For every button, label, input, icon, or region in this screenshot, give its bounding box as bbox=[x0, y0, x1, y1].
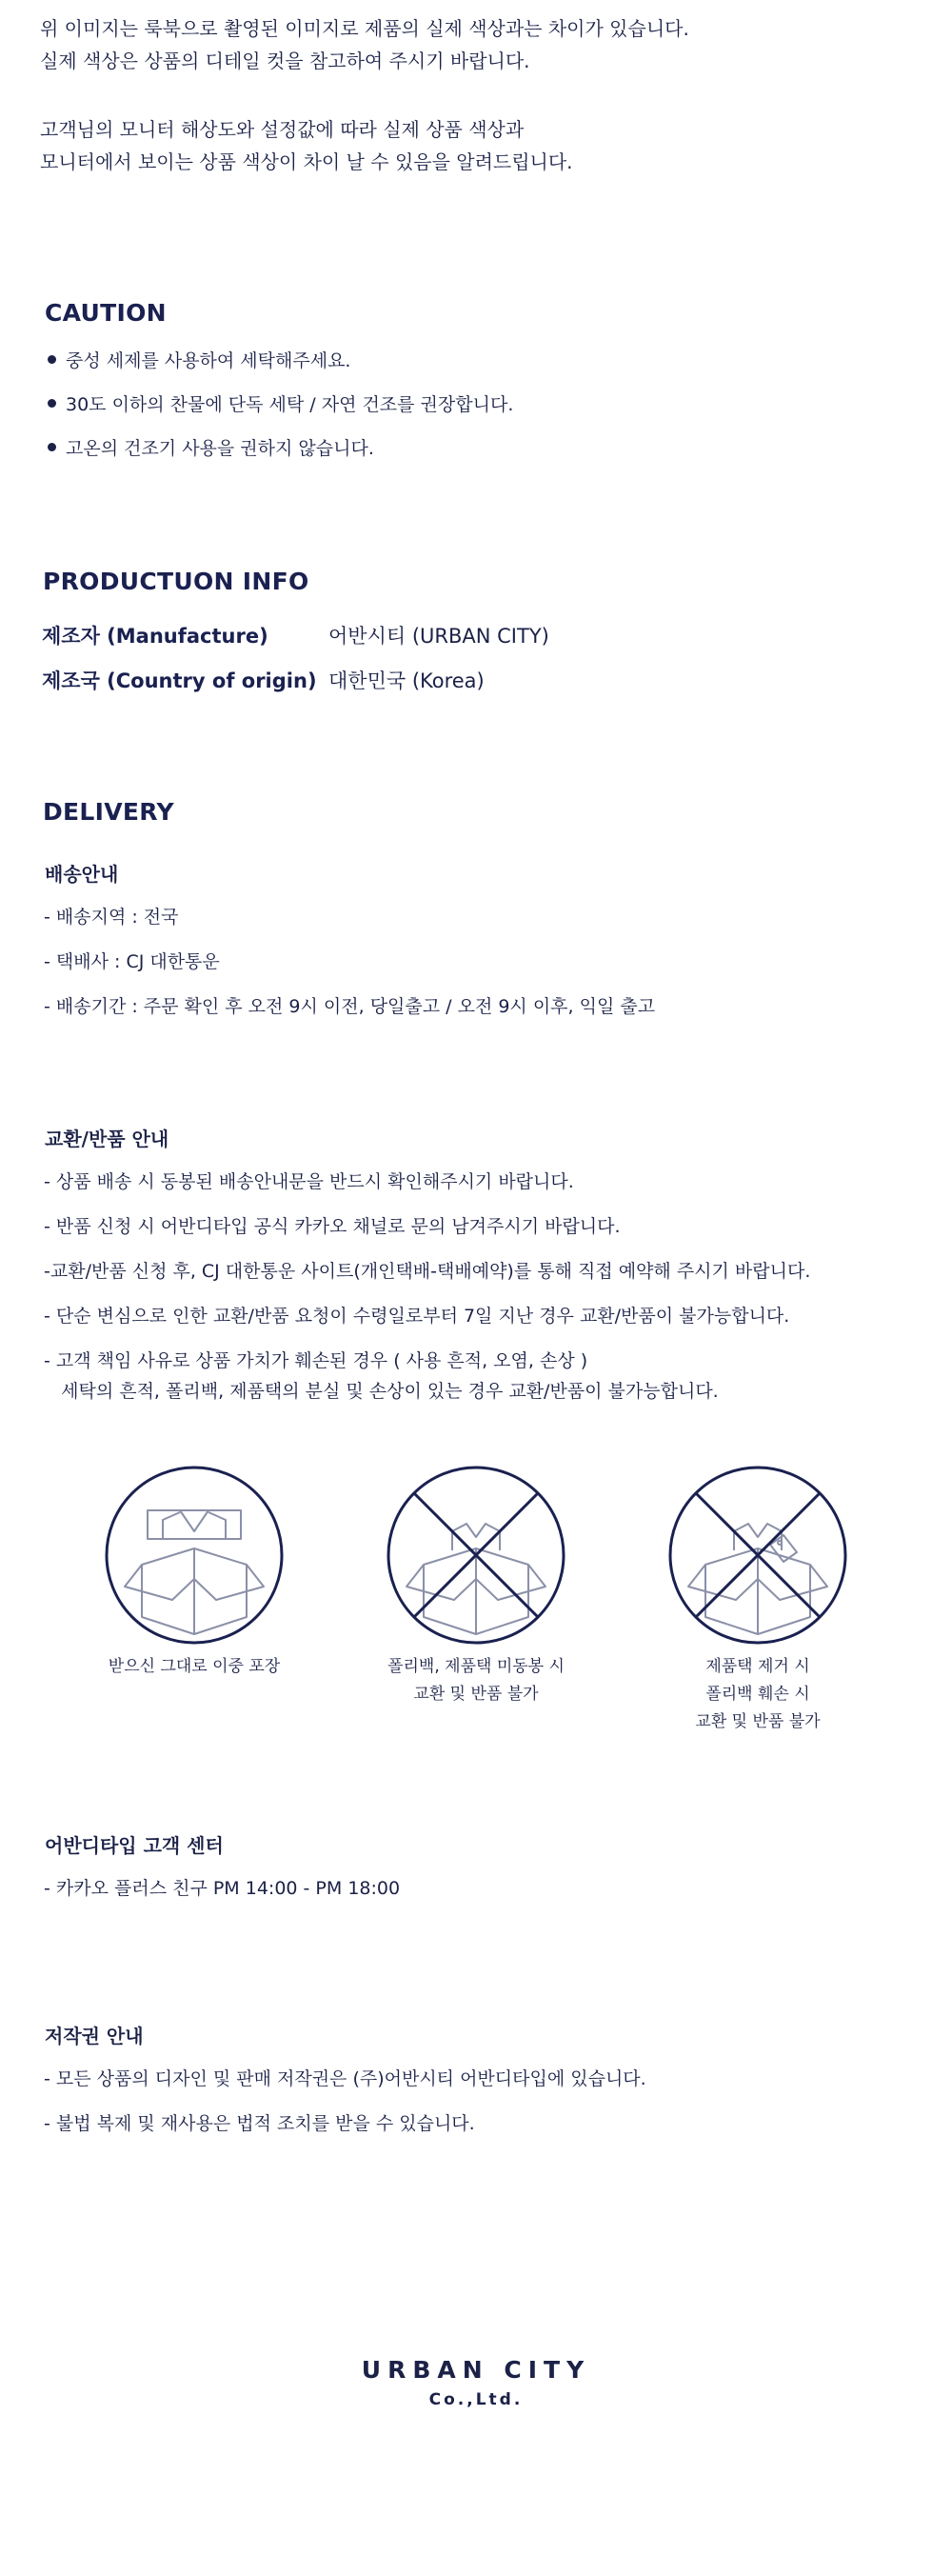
bullet-icon bbox=[48, 399, 56, 408]
intro-line: 위 이미지는 룩북으로 촬영된 이미지로 제품의 실제 색상과는 차이가 있습니다. bbox=[40, 17, 689, 40]
caution-item bbox=[48, 390, 513, 416]
exchange-line: 세탁의 흔적, 폴리백, 제품택의 분실 및 손상이 있는 경우 교환/반품이 불가능합니다. bbox=[44, 1381, 719, 1402]
copyright-line: - 불법 복제 및 재사용은 법적 조치를 받을 수 있습니다. bbox=[44, 2113, 475, 2134]
delivery-line: - 택배사 : CJ 대한통운 bbox=[44, 951, 220, 972]
caption-line: 교환 및 반품 불가 bbox=[695, 1712, 821, 1731]
service-line: - 카카오 플러스 친구 PM 14:00 - PM 18:00 bbox=[44, 1878, 401, 1899]
bullet-icon bbox=[48, 355, 56, 364]
delivery-line: - 배송지역 : 전국 bbox=[44, 907, 179, 928]
caption-line: 폴리백, 제품택 미동봉 시 bbox=[387, 1657, 565, 1676]
box-shirt-tag-crossed-icon bbox=[667, 1465, 848, 1646]
copyright-line: - 모든 상품의 디자인 및 판매 저작권은 (주)어반시티 어반디타입에 있습니다. bbox=[44, 2068, 646, 2089]
caption-line: 교환 및 반품 불가 bbox=[413, 1685, 539, 1704]
caution-title: CAUTION bbox=[45, 299, 167, 327]
delivery-title: DELIVERY bbox=[43, 798, 174, 826]
production-title: PRODUCTUON INFO bbox=[43, 568, 309, 595]
caution-item-text: 중성 세제를 사용하여 세탁해주세요. bbox=[66, 350, 351, 371]
exchange-line: - 반품 신청 시 어반디타입 공식 카카오 채널로 문의 남겨주시기 바랍니다. bbox=[44, 1216, 621, 1237]
exchange-title: 교환/반품 안내 bbox=[45, 1128, 169, 1150]
exchange-line: -교환/반품 신청 후, CJ 대한통운 사이트(개인택배-택배예약)를 통해 직접 예약해 주시기 바랍니다. bbox=[44, 1261, 811, 1282]
delivery-line: - 배송기간 : 주문 확인 후 오전 9시 이전, 당일출고 / 오전 9시 이후, 익일 출고 bbox=[44, 996, 656, 1017]
caption-line: 받으신 그대로 이중 포장 bbox=[108, 1657, 281, 1676]
packaging-caption bbox=[352, 1653, 600, 1708]
service-title: 어반디타입 고객 센터 bbox=[45, 1834, 224, 1857]
company-logo: URBAN CITY bbox=[361, 2356, 591, 2384]
exchange-line: - 상품 배송 시 동봉된 배송안내문을 반드시 확인해주시기 바랍니다. bbox=[44, 1171, 574, 1192]
packaging-caption bbox=[70, 1653, 318, 1681]
caution-item-text: 30도 이하의 찬물에 단독 세탁 / 자연 건조를 권장합니다. bbox=[66, 394, 514, 415]
delivery-subtitle: 배송안내 bbox=[45, 863, 119, 886]
company-logo-sub: Co.,Ltd. bbox=[428, 2390, 524, 2409]
origin-value: 대한민국 (Korea) bbox=[328, 669, 485, 692]
exchange-line: - 고객 책임 사유로 상품 가치가 훼손된 경우 ( 사용 흔적, 오염, 손상 ) bbox=[44, 1350, 588, 1371]
caution-item-text: 고온의 건조기 사용을 권하지 않습니다. bbox=[66, 438, 374, 459]
packaging-caption bbox=[634, 1653, 882, 1736]
intro-line: 고객님의 모니터 해상도와 설정값에 따라 실제 상품 색상과 bbox=[40, 118, 525, 141]
exchange-line: - 단순 변심으로 인한 교환/반품 요청이 수령일로부터 7일 지난 경우 교환/반품이 불가능합니다. bbox=[44, 1306, 790, 1327]
caption-line: 제품택 제거 시 bbox=[705, 1657, 810, 1676]
box-shirt-crossed-icon bbox=[386, 1465, 566, 1646]
caption-line: 폴리백 훼손 시 bbox=[705, 1685, 810, 1704]
caution-item bbox=[48, 347, 350, 372]
intro-line: 모니터에서 보이는 상품 색상이 차이 날 수 있음을 알려드립니다. bbox=[40, 150, 573, 173]
bullet-icon bbox=[48, 443, 56, 451]
copyright-title: 저작권 안내 bbox=[45, 2025, 144, 2047]
manufacturer-label: 제조자 (Manufacture) bbox=[42, 625, 268, 648]
manufacturer-value: 어반시티 (URBAN CITY) bbox=[328, 625, 549, 648]
origin-label: 제조국 (Country of origin) bbox=[42, 669, 317, 692]
intro-line: 실제 색상은 상품의 디테일 컷을 참고하여 주시기 바랍니다. bbox=[40, 50, 530, 72]
box-shirt-icon bbox=[104, 1465, 285, 1646]
caution-item bbox=[48, 434, 374, 460]
